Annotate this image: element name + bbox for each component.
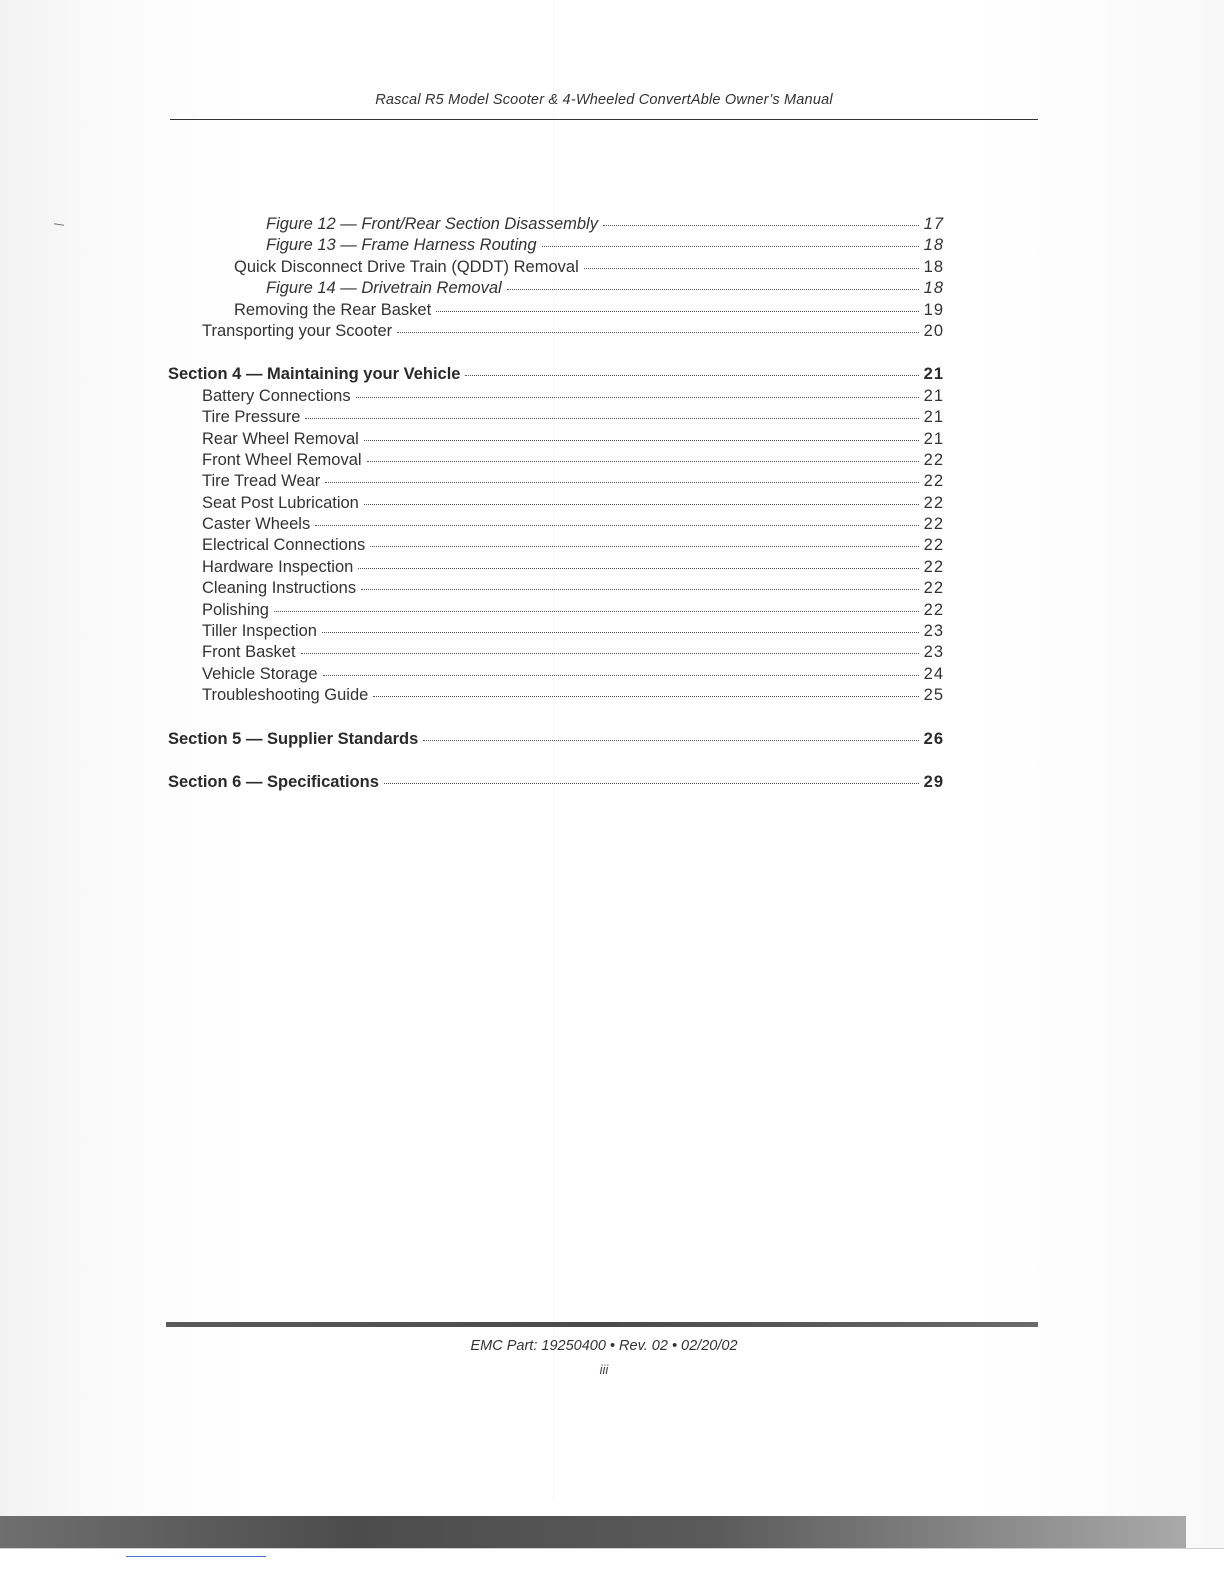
toc-entry	[168, 514, 944, 535]
toc-dot-leader	[384, 783, 919, 784]
toc-entry	[168, 600, 944, 621]
toc-page-number: 22	[923, 536, 944, 555]
toc-entry-title: Tire Pressure	[202, 408, 301, 427]
toc-entry-title: Caster Wheels	[202, 515, 311, 534]
toc-page-number: 18	[923, 279, 944, 298]
toc-entry	[168, 664, 944, 685]
toc-entry-title: Tiller Inspection	[202, 622, 317, 641]
toc-dot-leader	[364, 440, 919, 441]
toc-page-number: 24	[923, 664, 944, 683]
toc-entry	[168, 300, 944, 321]
toc-entry-title: Hardware Inspection	[202, 557, 354, 576]
toc-entry-title: Battery Connections	[202, 386, 351, 405]
toc-page-number: 17	[923, 215, 944, 233]
scan-bottom-edge	[0, 1548, 1224, 1585]
toc-entry	[168, 321, 944, 342]
toc-dot-leader	[603, 225, 919, 226]
toc-page-number: 18	[923, 236, 944, 255]
toc-page-number: 21	[923, 408, 944, 427]
toc-section-entry	[168, 364, 944, 385]
toc-dot-leader	[323, 675, 919, 676]
toc-entry-title: Section 5 — Supplier Standards	[168, 729, 419, 748]
toc-entry-title: Quick Disconnect Drive Train (QDDT) Removal	[234, 257, 579, 276]
toc-entry-title: Transporting your Scooter	[202, 321, 393, 340]
toc-entry-title: Front Wheel Removal	[202, 450, 362, 469]
toc-dot-leader	[322, 632, 919, 633]
header-rule	[170, 119, 1038, 120]
toc-dot-leader	[367, 461, 919, 462]
toc-entry-title: Figure 14 — Drivetrain Removal	[266, 279, 502, 298]
toc-dot-leader	[325, 482, 918, 483]
toc-entry	[168, 578, 944, 599]
toc-page-number: 22	[923, 450, 944, 469]
toc-section-entry	[168, 772, 944, 793]
toc-page-number: 21	[923, 429, 944, 448]
toc-dot-leader	[373, 696, 918, 697]
toc-entry	[168, 235, 944, 256]
toc-entry	[168, 685, 944, 706]
toc-page-number: 21	[923, 365, 944, 384]
toc-dot-leader	[361, 589, 919, 590]
toc-dot-leader	[507, 289, 919, 290]
table-of-contents	[168, 214, 944, 793]
toc-page-number: 21	[923, 386, 944, 405]
toc-entry	[168, 557, 944, 578]
toc-section-entry	[168, 729, 944, 750]
toc-entry	[168, 407, 944, 428]
toc-dot-leader	[315, 525, 918, 526]
toc-dot-leader	[305, 418, 918, 419]
toc-page-number: 26	[923, 729, 944, 748]
toc-page-number: 22	[923, 579, 944, 598]
toc-entry-title: Electrical Connections	[202, 536, 366, 555]
toc-page-number: 22	[923, 472, 944, 491]
scan-edge-band	[0, 1516, 1186, 1548]
toc-entry-title: Rear Wheel Removal	[202, 429, 359, 448]
toc-page-number: 22	[923, 515, 944, 534]
scan-underline	[126, 1556, 266, 1557]
footer-part-info: EMC Part: 19250400 • Rev. 02 • 02/20/02	[470, 1338, 738, 1354]
toc-entry-title: Seat Post Lubrication	[202, 493, 359, 512]
toc-dot-leader	[465, 375, 918, 376]
toc-page-number: 20	[923, 321, 944, 340]
toc-entry	[168, 642, 944, 663]
footer-rule	[166, 1322, 1038, 1327]
toc-entry-title: Removing the Rear Basket	[234, 300, 432, 319]
toc-entry-title: Troubleshooting Guide	[202, 686, 369, 705]
toc-page-number: 19	[923, 300, 944, 319]
toc-page-number: 22	[923, 493, 944, 512]
toc-dot-leader	[370, 546, 918, 547]
toc-dot-leader	[364, 504, 919, 505]
toc-dot-leader	[358, 568, 918, 569]
page-number: iii	[599, 1362, 609, 1377]
toc-page-number: 22	[923, 557, 944, 576]
toc-dot-leader	[356, 397, 919, 398]
toc-entry-title: Section 6 — Specifications	[168, 772, 379, 791]
toc-entry	[168, 214, 944, 235]
toc-page-number: 23	[923, 643, 944, 662]
toc-entry-title: Cleaning Instructions	[202, 579, 357, 598]
toc-page-number: 22	[923, 600, 944, 619]
toc-entry	[168, 621, 944, 642]
toc-entry	[168, 257, 944, 278]
toc-dot-leader	[584, 268, 919, 269]
toc-entry	[168, 450, 944, 471]
toc-entry-title: Vehicle Storage	[202, 664, 318, 683]
toc-entry	[168, 535, 944, 556]
toc-entry	[168, 471, 944, 492]
toc-dot-leader	[423, 740, 918, 741]
toc-dot-leader	[436, 311, 918, 312]
toc-page-number: 18	[923, 257, 944, 276]
toc-entry	[168, 493, 944, 514]
toc-page-number: 29	[923, 772, 944, 791]
toc-entry-title: Polishing	[202, 600, 269, 619]
toc-page-number: 25	[923, 686, 944, 705]
toc-page-number: 23	[923, 622, 944, 641]
running-header: Rascal R5 Model Scooter & 4-Wheeled ConvertAble Owner’s Manual	[375, 92, 833, 108]
toc-entry-title: Front Basket	[202, 643, 296, 662]
toc-dot-leader	[274, 611, 919, 612]
toc-entry-title: Figure 13 — Frame Harness Routing	[266, 236, 537, 255]
toc-entry	[168, 429, 944, 450]
toc-entry-title: Tire Tread Wear	[202, 472, 321, 491]
toc-dot-leader	[542, 246, 919, 247]
toc-dot-leader	[301, 653, 919, 654]
toc-entry-title: Section 4 — Maintaining your Vehicle	[168, 365, 461, 384]
toc-dot-leader	[397, 332, 918, 333]
toc-entry	[168, 278, 944, 299]
toc-entry	[168, 386, 944, 407]
toc-entry-title: Figure 12 — Front/Rear Section Disassembly	[266, 215, 598, 233]
